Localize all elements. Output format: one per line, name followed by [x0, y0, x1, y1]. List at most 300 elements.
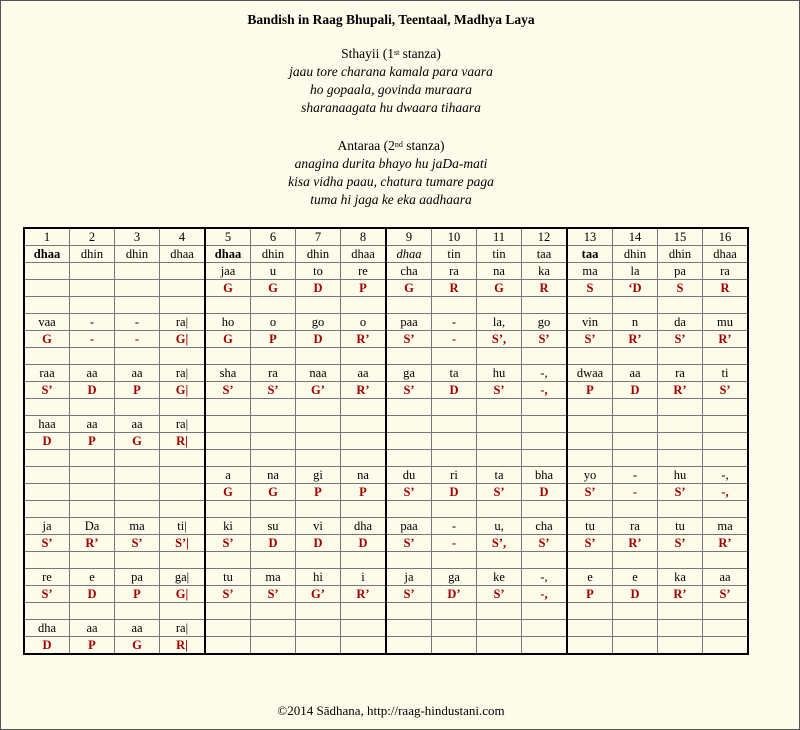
beat-number: 4	[160, 228, 206, 246]
empty-cell	[477, 552, 522, 569]
swara-cell	[613, 433, 658, 450]
syllable-cell	[115, 467, 160, 484]
beat-number: 15	[658, 228, 703, 246]
swara-cell: S’	[703, 382, 749, 399]
beat-number: 11	[477, 228, 522, 246]
swara-cell: S’	[386, 331, 432, 348]
swara-cell: S’|	[160, 535, 206, 552]
empty-cell	[70, 501, 115, 518]
empty-cell	[115, 603, 160, 620]
swara-row	[24, 280, 748, 297]
syllable-cell: e	[613, 569, 658, 586]
swara-cell: S’	[658, 484, 703, 501]
swara-cell: R|	[160, 433, 206, 450]
empty-cell	[432, 603, 477, 620]
swara-cell	[658, 433, 703, 450]
swara-cell: R|	[160, 637, 206, 655]
spacer-row	[24, 552, 748, 569]
swara-cell	[658, 637, 703, 655]
empty-cell	[386, 399, 432, 416]
empty-cell	[658, 399, 703, 416]
empty-cell	[477, 450, 522, 467]
syllable-cell: ra|	[160, 365, 206, 382]
beat-number: 13	[567, 228, 613, 246]
swara-cell: D	[70, 586, 115, 603]
swara-cell	[24, 484, 70, 501]
empty-cell	[70, 603, 115, 620]
theka-bol: taa	[567, 246, 613, 263]
swara-cell: R’	[613, 535, 658, 552]
swara-cell: S’	[477, 484, 522, 501]
swara-cell: G	[115, 433, 160, 450]
empty-cell	[160, 552, 206, 569]
empty-cell	[658, 603, 703, 620]
empty-cell	[70, 450, 115, 467]
empty-cell	[341, 501, 387, 518]
empty-cell	[115, 348, 160, 365]
swara-cell: G’	[296, 382, 341, 399]
swara-cell: R’	[703, 535, 749, 552]
beat-number: 9	[386, 228, 432, 246]
beat-number: 1	[24, 228, 70, 246]
syllable-cell	[522, 416, 568, 433]
swara-cell: S’,	[477, 535, 522, 552]
empty-cell	[567, 450, 613, 467]
theka-bol: dhin	[613, 246, 658, 263]
empty-cell	[251, 399, 296, 416]
swara-cell: S	[567, 280, 613, 297]
swara-cell: S’	[386, 586, 432, 603]
beat-number: 5	[205, 228, 251, 246]
sthayi-block	[1, 45, 781, 117]
syllable-cell: -	[70, 314, 115, 331]
swara-cell: D	[296, 280, 341, 297]
swara-cell	[567, 637, 613, 655]
swara-cell: P	[251, 331, 296, 348]
syllable-cell: vaa	[24, 314, 70, 331]
syllable-cell	[613, 620, 658, 637]
syllable-cell: ra	[432, 263, 477, 280]
syllable-cell	[341, 620, 387, 637]
swara-cell	[160, 484, 206, 501]
swara-cell: G|	[160, 586, 206, 603]
syllable-cell: aa	[613, 365, 658, 382]
swara-cell: P	[341, 280, 387, 297]
empty-cell	[703, 297, 749, 314]
empty-cell	[160, 297, 206, 314]
syllable-cell: la,	[477, 314, 522, 331]
swara-cell: S	[658, 280, 703, 297]
swara-cell: S’	[24, 382, 70, 399]
spacer-row	[24, 501, 748, 518]
swara-cell	[613, 637, 658, 655]
empty-cell	[658, 501, 703, 518]
empty-cell	[613, 297, 658, 314]
empty-cell	[296, 603, 341, 620]
empty-cell	[160, 399, 206, 416]
syllable-cell: u,	[477, 518, 522, 535]
swara-cell: -	[432, 535, 477, 552]
antara-line: tuma hi jaga ke eka aadhaara	[310, 192, 472, 207]
empty-cell	[341, 297, 387, 314]
syllable-cell: ke	[477, 569, 522, 586]
empty-cell	[386, 501, 432, 518]
swara-cell	[205, 637, 251, 655]
syllable-cell: ki	[205, 518, 251, 535]
empty-cell	[477, 297, 522, 314]
syllable-cell	[432, 620, 477, 637]
theka-bol: dhaa	[205, 246, 251, 263]
notation-table	[23, 227, 749, 655]
empty-cell	[251, 297, 296, 314]
syllable-cell: Da	[70, 518, 115, 535]
syllable-cell	[205, 416, 251, 433]
syllable-cell	[522, 620, 568, 637]
antara-line: kisa vidha paau, chatura tumare paga	[288, 174, 494, 189]
empty-cell	[251, 450, 296, 467]
swara-cell: D	[432, 484, 477, 501]
empty-cell	[522, 348, 568, 365]
syllable-cell: ja	[24, 518, 70, 535]
swara-cell: G|	[160, 382, 206, 399]
syllable-cell	[24, 467, 70, 484]
syllable-cell: raa	[24, 365, 70, 382]
syllable-cell: ma	[251, 569, 296, 586]
swara-cell: S’	[703, 586, 749, 603]
syllable-cell	[115, 263, 160, 280]
empty-cell	[703, 450, 749, 467]
syllable-cell: a	[205, 467, 251, 484]
syllable-cell: aa	[703, 569, 749, 586]
theka-bol: dhin	[115, 246, 160, 263]
syllable-cell: sha	[205, 365, 251, 382]
syllable-cell	[160, 467, 206, 484]
swara-cell: -,	[703, 484, 749, 501]
syllable-cell: n	[613, 314, 658, 331]
beat-number: 7	[296, 228, 341, 246]
swara-cell	[296, 637, 341, 655]
syllable-cell: -	[115, 314, 160, 331]
empty-cell	[386, 450, 432, 467]
syllable-cell: vin	[567, 314, 613, 331]
syllable-cell: ra	[251, 365, 296, 382]
theka-bol: dhin	[251, 246, 296, 263]
syllable-cell: hi	[296, 569, 341, 586]
empty-cell	[205, 399, 251, 416]
empty-cell	[477, 348, 522, 365]
swara-cell: S’	[567, 484, 613, 501]
swara-row	[24, 331, 748, 348]
empty-cell	[296, 297, 341, 314]
swara-cell	[567, 433, 613, 450]
syllable-cell	[703, 416, 749, 433]
syllable-cell: ra	[658, 365, 703, 382]
syllable-cell: go	[522, 314, 568, 331]
syllable-cell: ra	[613, 518, 658, 535]
syllable-cell: cha	[522, 518, 568, 535]
empty-cell	[432, 450, 477, 467]
syllable-cell: ga	[432, 569, 477, 586]
lyric-row	[24, 263, 748, 280]
empty-cell	[522, 552, 568, 569]
syllable-cell: ta	[432, 365, 477, 382]
syllable-cell	[296, 620, 341, 637]
swara-cell: R	[703, 280, 749, 297]
swara-cell: P	[70, 433, 115, 450]
empty-cell	[567, 603, 613, 620]
lyric-row	[24, 620, 748, 637]
syllable-cell: tu	[567, 518, 613, 535]
swara-cell: R	[522, 280, 568, 297]
empty-cell	[567, 552, 613, 569]
swara-cell	[386, 637, 432, 655]
syllable-cell: pa	[115, 569, 160, 586]
beat-number: 10	[432, 228, 477, 246]
empty-cell	[296, 399, 341, 416]
syllable-cell	[205, 620, 251, 637]
empty-cell	[613, 552, 658, 569]
swara-cell: P	[567, 586, 613, 603]
empty-cell	[567, 501, 613, 518]
empty-cell	[613, 603, 658, 620]
syllable-cell: aa	[115, 620, 160, 637]
swara-cell	[386, 433, 432, 450]
swara-cell: D	[522, 484, 568, 501]
swara-cell: R’	[70, 535, 115, 552]
empty-cell	[341, 603, 387, 620]
theka-bol: tin	[477, 246, 522, 263]
theka-bol: dhin	[296, 246, 341, 263]
empty-cell	[296, 552, 341, 569]
empty-cell	[658, 297, 703, 314]
swara-cell: S’,	[477, 331, 522, 348]
syllable-cell: ho	[205, 314, 251, 331]
empty-cell	[703, 399, 749, 416]
syllable-cell: gi	[296, 467, 341, 484]
syllable-cell: o	[251, 314, 296, 331]
empty-cell	[341, 552, 387, 569]
syllable-cell: hu	[658, 467, 703, 484]
empty-cell	[432, 348, 477, 365]
swara-cell	[24, 280, 70, 297]
swara-cell	[160, 280, 206, 297]
empty-cell	[522, 450, 568, 467]
syllable-cell: -	[613, 467, 658, 484]
swara-cell: R’	[703, 331, 749, 348]
swara-cell: S’	[251, 586, 296, 603]
syllable-cell: na	[341, 467, 387, 484]
empty-cell	[522, 399, 568, 416]
theka-bol: dhaa	[160, 246, 206, 263]
syllable-cell: paa	[386, 518, 432, 535]
swara-cell: D	[341, 535, 387, 552]
empty-cell	[613, 501, 658, 518]
empty-cell	[115, 552, 160, 569]
syllable-cell: da	[658, 314, 703, 331]
syllable-cell: ma	[567, 263, 613, 280]
swara-cell: -,	[522, 382, 568, 399]
sthayi-line: ho gopaala, govinda muraara	[310, 82, 472, 97]
empty-cell	[296, 348, 341, 365]
syllable-cell	[658, 416, 703, 433]
spacer-row	[24, 348, 748, 365]
swara-cell: S’	[386, 484, 432, 501]
sthayi-heading-text: Sthayii (1	[341, 46, 394, 61]
empty-cell	[522, 297, 568, 314]
empty-cell	[432, 297, 477, 314]
empty-cell	[567, 297, 613, 314]
swara-cell: S’	[477, 586, 522, 603]
swara-cell: -	[613, 484, 658, 501]
beat-number: 14	[613, 228, 658, 246]
empty-cell	[205, 552, 251, 569]
syllable-cell: ma	[115, 518, 160, 535]
swara-cell: S’	[658, 535, 703, 552]
syllable-cell	[70, 467, 115, 484]
page-title: Bandish in Raag Bhupali, Teentaal, Madhya Laya	[247, 12, 535, 27]
antara-heading-sup: nd	[394, 140, 403, 149]
swara-cell: -	[432, 331, 477, 348]
swara-cell: G|	[160, 331, 206, 348]
swara-cell: D	[296, 331, 341, 348]
sthayi-heading	[1, 45, 781, 63]
swara-cell: D	[24, 433, 70, 450]
swara-cell	[251, 637, 296, 655]
swara-cell: D	[251, 535, 296, 552]
swara-cell: P	[296, 484, 341, 501]
empty-cell	[24, 501, 70, 518]
swara-cell	[477, 433, 522, 450]
empty-cell	[24, 450, 70, 467]
copyright-footer: ©2014 Sādhana, http://raag-hindustani.com	[277, 703, 505, 718]
empty-cell	[341, 450, 387, 467]
syllable-cell: du	[386, 467, 432, 484]
swara-cell: S’	[205, 382, 251, 399]
empty-cell	[24, 552, 70, 569]
syllable-cell: i	[341, 569, 387, 586]
swara-cell: R’	[613, 331, 658, 348]
syllable-cell: ri	[432, 467, 477, 484]
swara-cell	[70, 484, 115, 501]
empty-cell	[567, 348, 613, 365]
sthayi-heading-sup: st	[393, 48, 400, 57]
swara-cell: R’	[341, 586, 387, 603]
syllable-cell: ka	[522, 263, 568, 280]
syllable-cell: dha	[341, 518, 387, 535]
swara-cell	[115, 484, 160, 501]
lyric-row	[24, 416, 748, 433]
beat-number: 8	[341, 228, 387, 246]
syllable-cell: aa	[70, 416, 115, 433]
empty-cell	[386, 603, 432, 620]
empty-cell	[432, 552, 477, 569]
syllable-cell: ti	[703, 365, 749, 382]
swara-cell	[703, 433, 749, 450]
swara-row	[24, 433, 748, 450]
swara-cell: D	[70, 382, 115, 399]
beat-number-row	[24, 228, 748, 246]
syllable-cell: pa	[658, 263, 703, 280]
swara-cell	[70, 280, 115, 297]
swara-cell: R	[432, 280, 477, 297]
syllable-cell: ra|	[160, 416, 206, 433]
empty-cell	[613, 450, 658, 467]
syllable-cell: -	[432, 518, 477, 535]
swara-cell	[296, 433, 341, 450]
swara-row	[24, 484, 748, 501]
empty-cell	[205, 501, 251, 518]
empty-cell	[160, 603, 206, 620]
swara-cell: S’	[567, 331, 613, 348]
syllable-cell	[567, 416, 613, 433]
lyric-row	[24, 365, 748, 382]
empty-cell	[567, 399, 613, 416]
swara-cell: P	[341, 484, 387, 501]
swara-cell	[341, 433, 387, 450]
syllable-cell: ga|	[160, 569, 206, 586]
beat-number: 16	[703, 228, 749, 246]
beat-number: 12	[522, 228, 568, 246]
swara-cell: R’	[341, 331, 387, 348]
swara-cell: S’	[477, 382, 522, 399]
syllable-cell: la	[613, 263, 658, 280]
swara-cell	[522, 637, 568, 655]
syllable-cell	[251, 416, 296, 433]
antara-heading	[1, 137, 781, 155]
empty-cell	[70, 552, 115, 569]
syllable-cell	[24, 263, 70, 280]
empty-cell	[70, 297, 115, 314]
syllable-cell	[341, 416, 387, 433]
theka-bol: dhaa	[703, 246, 749, 263]
empty-cell	[160, 450, 206, 467]
swara-cell: S’	[658, 331, 703, 348]
swara-cell: G	[115, 637, 160, 655]
syllable-cell: dha	[24, 620, 70, 637]
swara-cell: D’	[432, 586, 477, 603]
swara-cell: D	[613, 586, 658, 603]
syllable-cell: na	[477, 263, 522, 280]
swara-cell: P	[567, 382, 613, 399]
swara-cell: S’	[24, 586, 70, 603]
swara-cell: G	[205, 484, 251, 501]
syllable-cell: u	[251, 263, 296, 280]
swara-cell: S’	[115, 535, 160, 552]
swara-cell	[703, 637, 749, 655]
empty-cell	[477, 501, 522, 518]
swara-cell: S’	[567, 535, 613, 552]
empty-cell	[386, 552, 432, 569]
syllable-cell: aa	[115, 416, 160, 433]
swara-row	[24, 586, 748, 603]
empty-cell	[477, 399, 522, 416]
syllable-cell: e	[70, 569, 115, 586]
antara-block	[1, 137, 781, 209]
syllable-cell: vi	[296, 518, 341, 535]
swara-row	[24, 382, 748, 399]
empty-cell	[115, 450, 160, 467]
theka-bol: dhaa	[386, 246, 432, 263]
syllable-cell: re	[341, 263, 387, 280]
empty-cell	[432, 399, 477, 416]
beat-number: 3	[115, 228, 160, 246]
empty-cell	[70, 399, 115, 416]
empty-cell	[205, 348, 251, 365]
syllable-cell: -	[432, 314, 477, 331]
syllable-cell	[251, 620, 296, 637]
syllable-cell	[658, 620, 703, 637]
syllable-cell: bha	[522, 467, 568, 484]
